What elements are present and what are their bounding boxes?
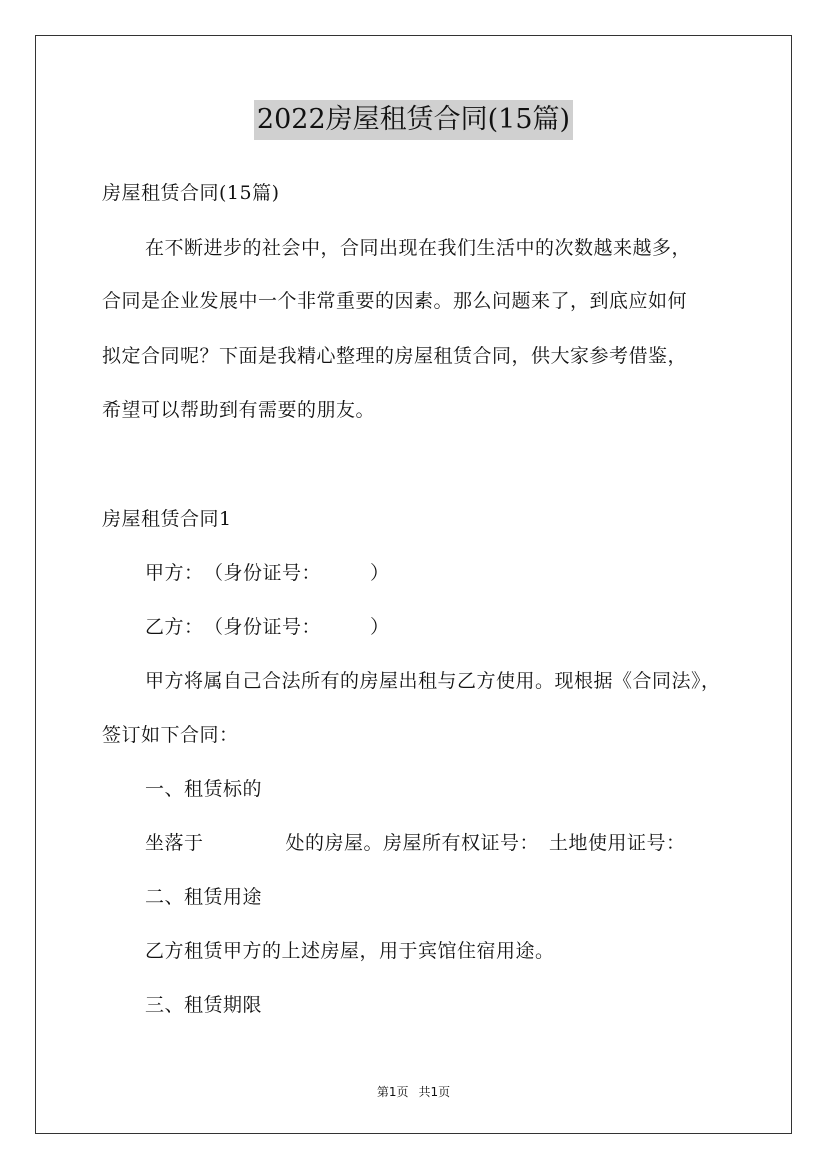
clause-1-body bbox=[145, 830, 686, 856]
section-heading: 房屋租赁合同1 bbox=[102, 508, 232, 530]
page-total: 共1页 bbox=[418, 1085, 451, 1099]
intro-line-3: 拟定合同呢？下面是我精心整理的房屋租赁合同，供大家参考借鉴， bbox=[102, 345, 688, 367]
agreement-line-1: 甲方将属自己合法所有的房屋出租与乙方使用。现根据《合同法》， bbox=[145, 670, 721, 692]
page-number: 第1页 bbox=[376, 1085, 409, 1099]
intro-line-1: 在不断进步的社会中，合同出现在我们生活中的次数越来越多， bbox=[145, 237, 692, 259]
clause-2-body: 乙方租赁甲方的上述房屋，用于宾馆住宿用途。 bbox=[145, 940, 555, 962]
clause-2-heading: 二、租赁用途 bbox=[145, 886, 263, 908]
agreement-line-2: 签订如下合同： bbox=[102, 724, 239, 746]
page-footer bbox=[0, 1083, 827, 1100]
clause-1-land-label: 土地使用证号： bbox=[549, 832, 686, 854]
title-container bbox=[0, 100, 827, 140]
clause-3-heading: 三、租赁期限 bbox=[145, 994, 263, 1016]
clause-1-heading: 一、租赁标的 bbox=[145, 778, 263, 800]
intro-line-4: 希望可以帮助到有需要的朋友。 bbox=[102, 399, 376, 421]
document-subtitle: 房屋租赁合同(15篇) bbox=[102, 182, 280, 204]
party-b-line: 乙方： （身份证号： ） bbox=[145, 616, 390, 638]
clause-1-ownership-label: 处的房屋。房屋所有权证号： bbox=[285, 832, 540, 854]
party-a-line: 甲方： （身份证号： ） bbox=[145, 562, 390, 584]
document-title: 2022房屋租赁合同(15篇) bbox=[254, 100, 573, 140]
clause-1-location-label: 坐落于 bbox=[145, 832, 204, 854]
intro-line-2: 合同是企业发展中一个非常重要的因素。那么问题来了，到底应如何 bbox=[102, 290, 688, 312]
